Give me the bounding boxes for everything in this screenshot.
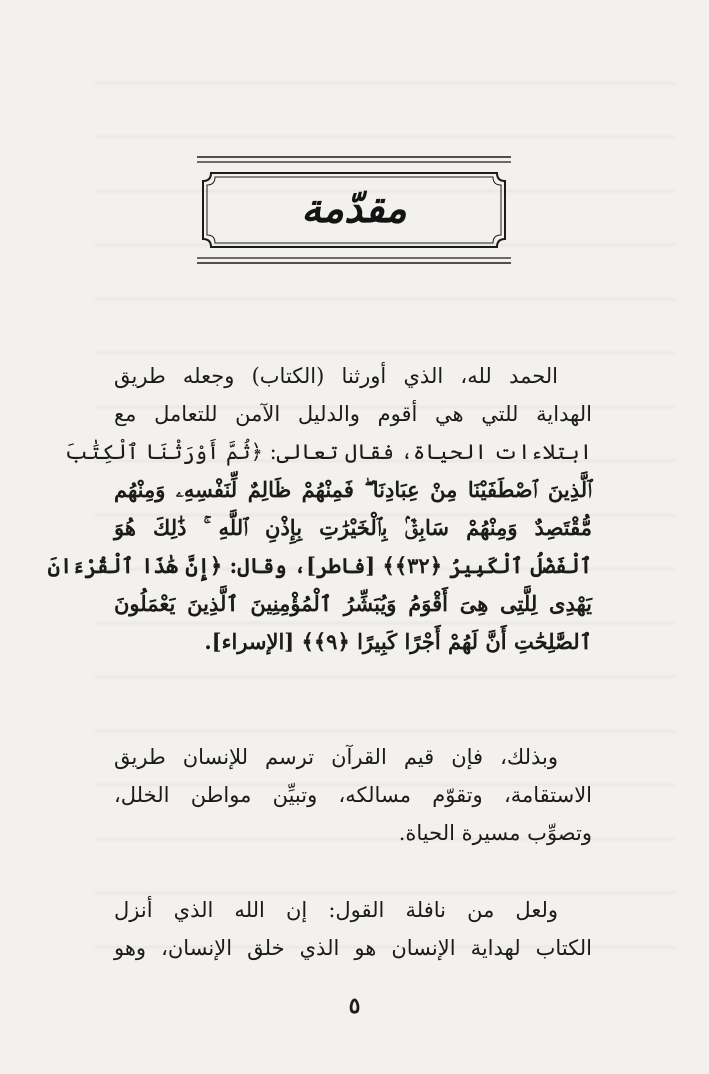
text-line: الاستقامة، وتقوّم مسالكه، وتبيِّن مواطن الخلل، — [114, 783, 592, 807]
quran-verse-line: ٱلصَّٰلِحَٰتِ أَنَّ لَهُمْ أَجْرًا كَبِيرًا ﴿٩﴾﴾ [الإسراء]. — [204, 629, 592, 654]
paragraph-1 — [47, 357, 592, 661]
text-line: ولعل من نافلة القول: إن الله الذي أنزل — [114, 898, 558, 922]
text-line: الهداية للتي هي أقوم والدليل الآمن للتعامل مع — [114, 402, 592, 426]
paragraph-2 — [114, 738, 592, 852]
page-number: ٥ — [348, 993, 361, 1019]
quran-verse-line: ٱلْفَضْلُ ٱلْكَبِيرُ ﴿٣٢﴾﴾ [فاطر]، وقال: ﴿إِنَّ هَٰذَا ٱلْقُرْءَانَ — [47, 553, 592, 578]
text-line: الكتاب لهداية الإنسان هو الذي خلق الإنسان، وهو — [114, 936, 592, 960]
text-line: ابتلاءات الحياة، فقال تعالى: ﴿ثُمَّ أَوْرَثْنَا ٱلْكِتَٰبَ — [64, 440, 592, 464]
text-line: الحمد لله، الذي أورثنا (الكتاب) وجعله طريق — [114, 364, 558, 388]
paragraph-3 — [114, 891, 592, 967]
chapter-title-frame — [193, 155, 515, 265]
quran-verse-line: ٱلَّذِينَ ٱصْطَفَيْنَا مِنْ عِبَادِنَا ۖ فَمِنْهُمْ ظَالِمٌ لِّنَفْسِهِۦ وَمِنْهُم — [114, 477, 592, 502]
chapter-title: مقدّمة — [301, 185, 407, 232]
text-line: وتصوِّب مسيرة الحياة. — [398, 821, 592, 845]
text-line: وبذلك، فإن قيم القرآن ترسم للإنسان طريق — [114, 745, 558, 769]
quran-verse-line: مُّقْتَصِدٌ وَمِنْهُمْ سَابِقٌۢ بِٱلْخَيْرَٰتِ بِإِذْنِ ٱللَّهِ ۚ ذَٰلِكَ هُوَ — [114, 515, 592, 540]
quran-verse-line: يَهْدِى لِلَّتِى هِىَ أَقْوَمُ وَيُبَشِّرُ ٱلْمُؤْمِنِينَ ٱلَّذِينَ يَعْمَلُونَ — [114, 591, 592, 616]
